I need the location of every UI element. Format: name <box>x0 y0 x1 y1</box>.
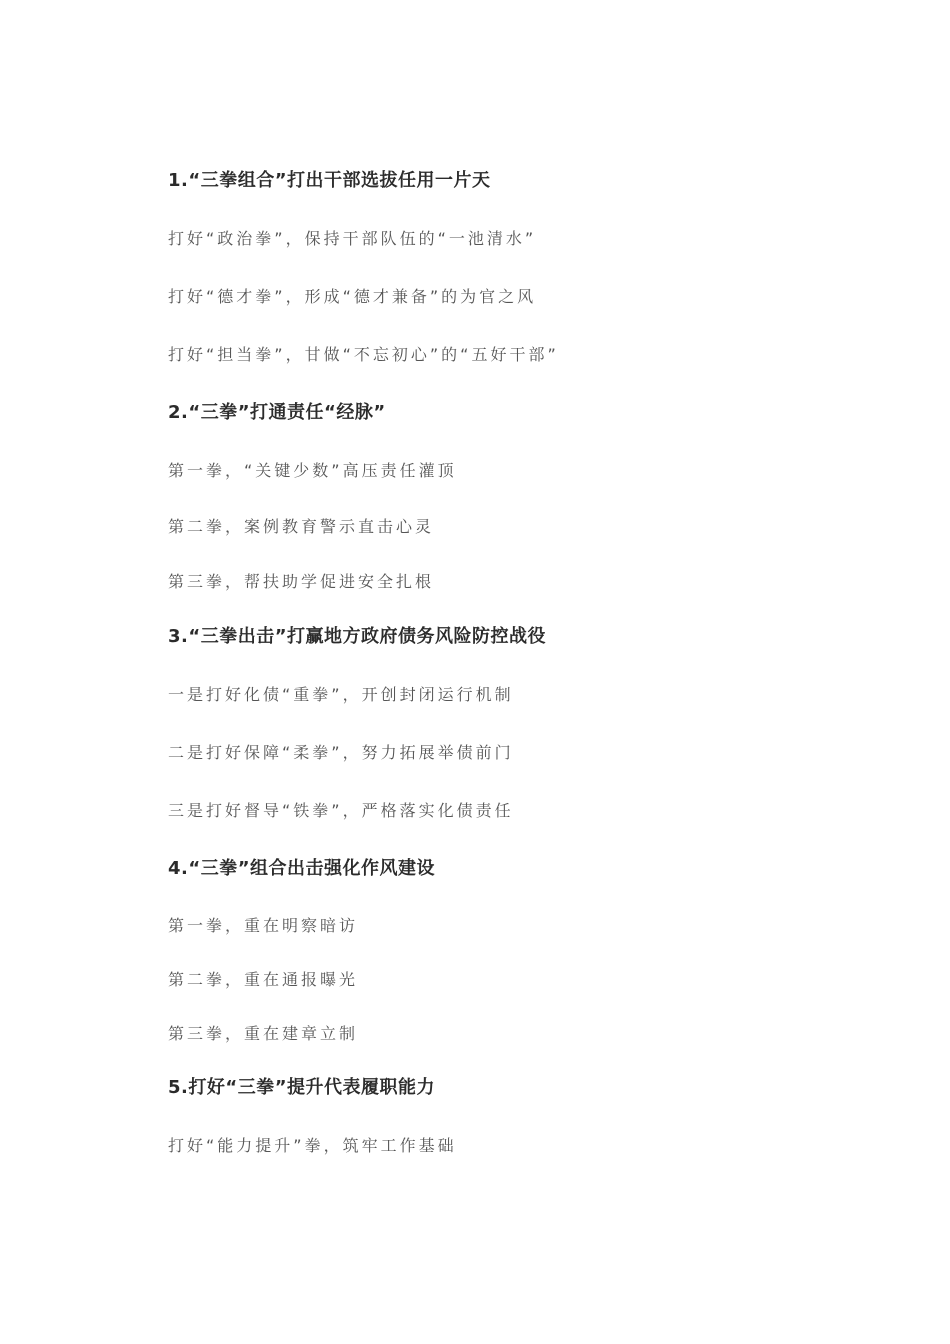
list-item: 一是打好化债“重拳”，开创封闭运行机制 <box>168 685 514 704</box>
list-item: 第三拳，重在建章立制 <box>168 1024 359 1043</box>
list-item: 第三拳，帮扶助学促进安全扎根 <box>168 572 435 591</box>
list-item: 第二拳，案例教育警示直击心灵 <box>168 517 435 536</box>
list-item: 第一拳，“关键少数”高压责任灌顶 <box>168 461 457 480</box>
list-item: 打好“担当拳”，甘做“不忘初心”的“五好干部” <box>168 345 559 364</box>
section-heading: 4.“三拳”组合出击强化作风建设 <box>168 858 436 879</box>
list-item: 三是打好督导“铁拳”，严格落实化债责任 <box>168 801 514 820</box>
list-item: 打好“政治拳”，保持干部队伍的“一池清水” <box>168 229 537 248</box>
list-item: 第一拳，重在明察暗访 <box>168 916 359 935</box>
list-item: 第二拳，重在通报曝光 <box>168 970 359 989</box>
list-item: 打好“德才拳”，形成“德才兼备”的为官之风 <box>168 287 537 306</box>
section-heading: 1.“三拳组合”打出干部选拔任用一片天 <box>168 170 491 191</box>
section-heading: 5.打好“三拳”提升代表履职能力 <box>168 1077 436 1098</box>
list-item: 二是打好保障“柔拳”，努力拓展举债前门 <box>168 743 514 762</box>
section-heading: 3.“三拳出击”打赢地方政府债务风险防控战役 <box>168 626 547 647</box>
section-heading: 2.“三拳”打通责任“经脉” <box>168 402 386 423</box>
list-item: 打好“能力提升”拳，筑牢工作基础 <box>168 1136 457 1155</box>
